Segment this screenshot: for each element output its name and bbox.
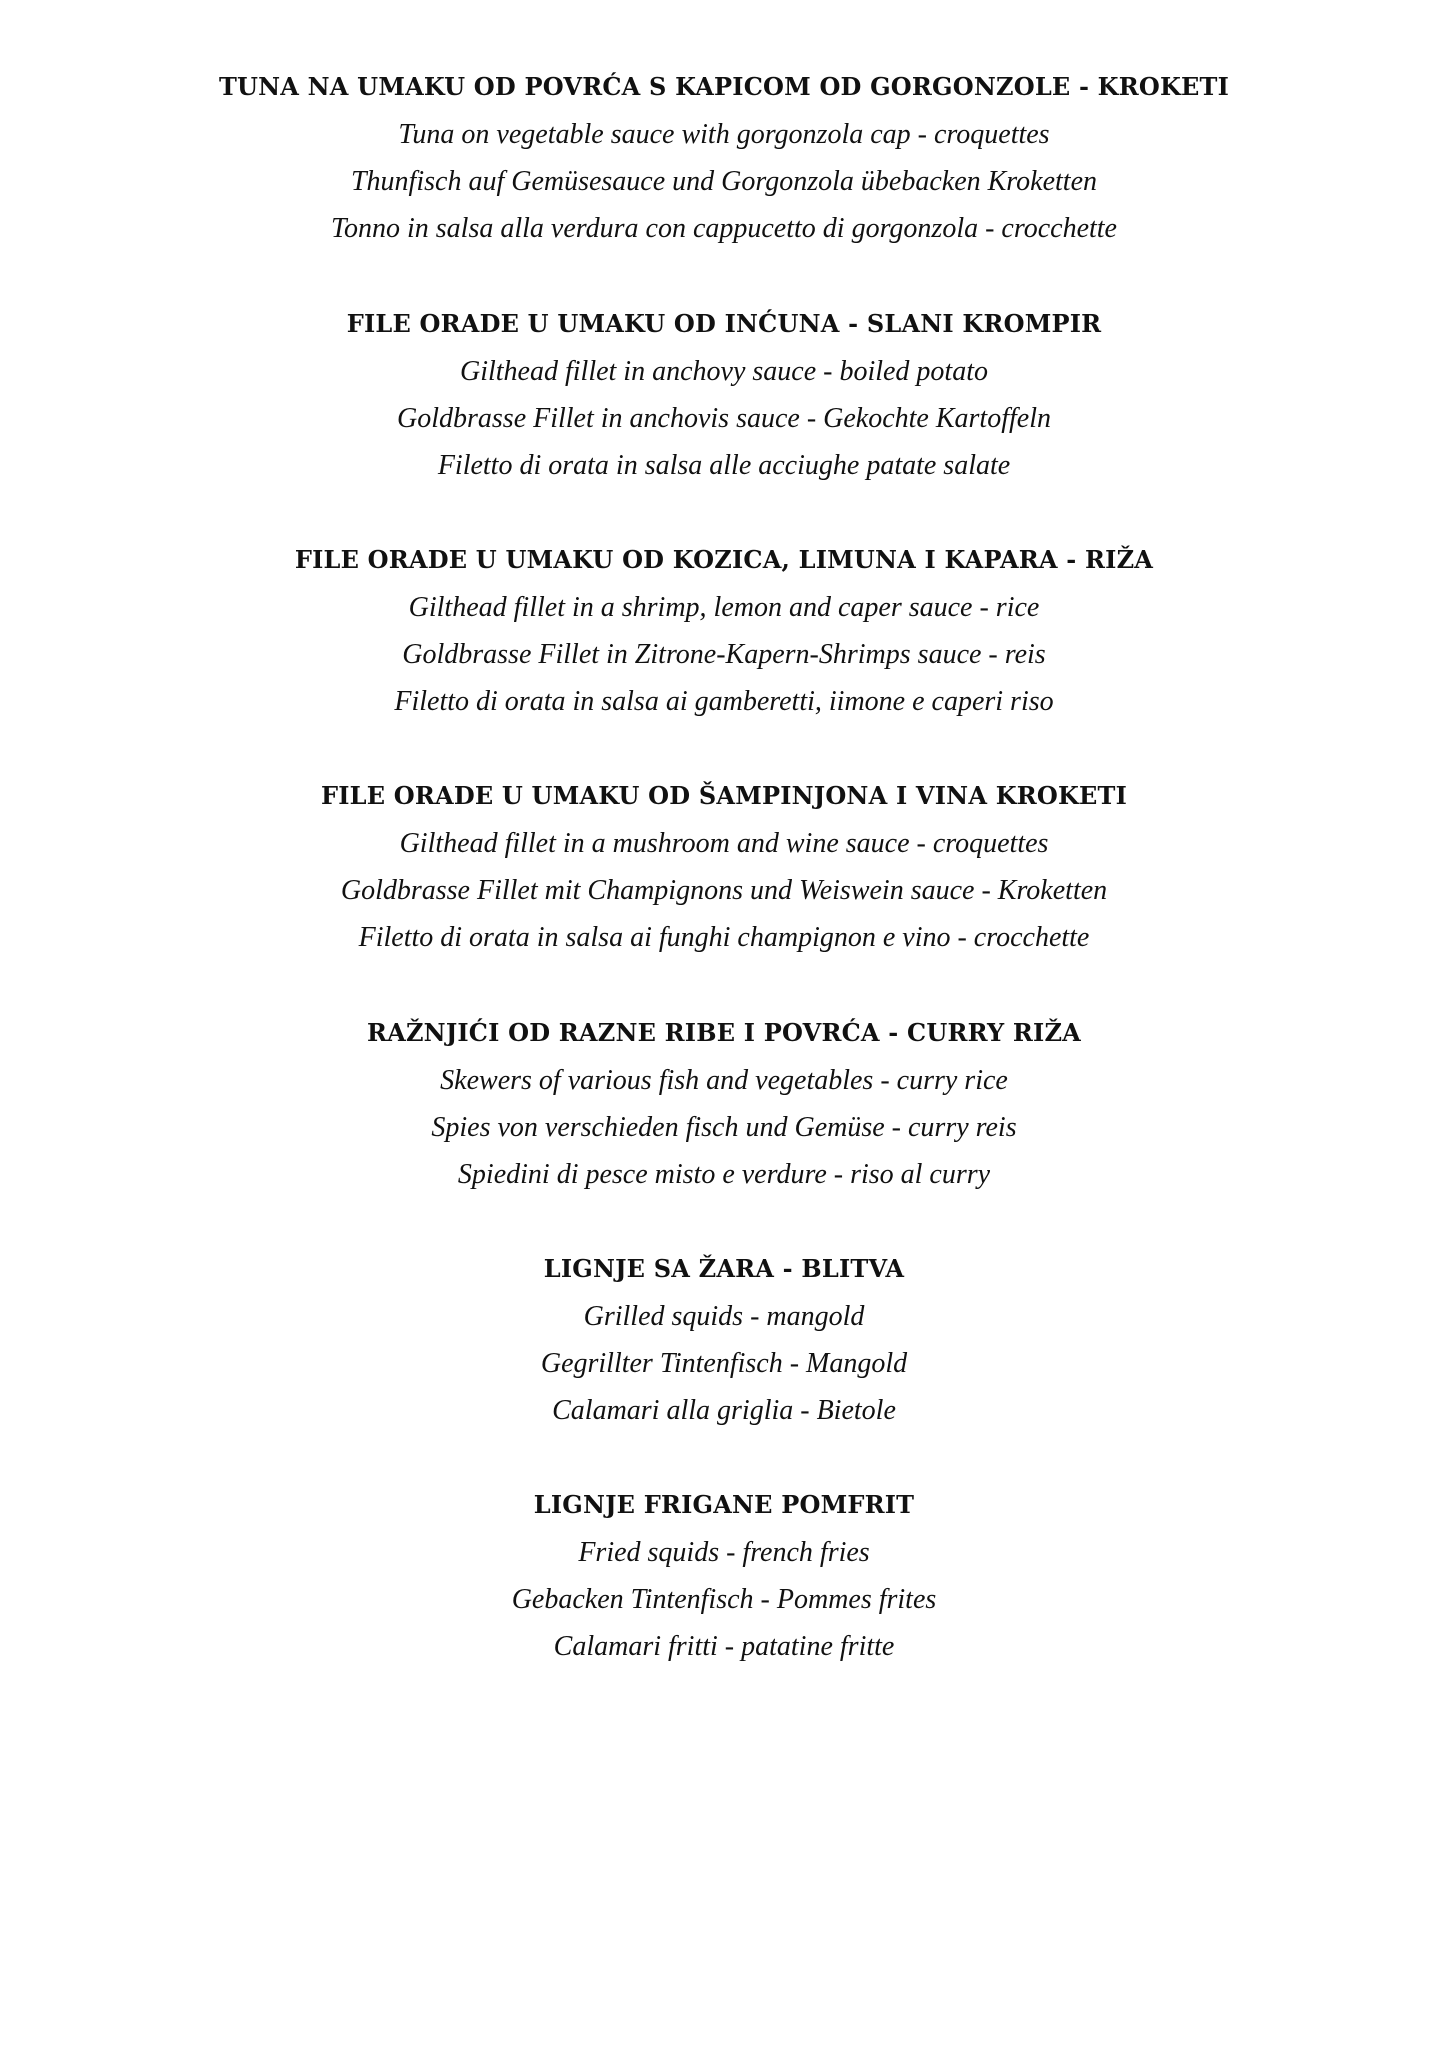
menu-item: [0, 63, 1448, 252]
dish-title: FILE ORADE U UMAKU OD ŠAMPINJONA I VINA KROKETI: [320, 781, 1128, 810]
menu-item: [0, 772, 1448, 961]
dish-title: FILE ORADE U UMAKU OD KOZICA, LIMUNA I KAPARA - RIŽA: [294, 545, 1154, 574]
dish-translation-german: Spies von verschieden fisch und Gemüse - curry reis: [431, 1112, 1017, 1143]
dish-title: LIGNJE SA ŽARA - BLITVA: [543, 1254, 905, 1283]
dish-translation-german: Thunfisch auf Gemüsesauce und Gorgonzola übebacken Kroketten: [350, 166, 1098, 197]
dish-translation-english: Tuna on vegetable sauce with gorgonzola cap - croquettes: [398, 119, 1050, 150]
dish-translation-english: Grilled squids - mangold: [583, 1301, 865, 1332]
menu-item: [0, 1245, 1448, 1434]
dish-translation-english: Skewers of various fish and vegetables - curry rice: [440, 1065, 1008, 1096]
dish-title: RAŽNJIĆI OD RAZNE RIBE I POVRĆA - CURRY RIŽA: [367, 1018, 1081, 1047]
dish-translation-english: Gilthead fillet in a mushroom and wine sauce - croquettes: [399, 828, 1049, 859]
dish-translation-english: Gilthead fillet in anchovy sauce - boiled potato: [460, 356, 988, 387]
menu-item: [0, 1481, 1448, 1670]
dish-translation-english: Gilthead fillet in a shrimp, lemon and caper sauce - rice: [408, 592, 1040, 623]
dish-translation-english: Fried squids - french fries: [578, 1537, 870, 1568]
dish-translation-italian: Calamari fritti - patatine fritte: [553, 1631, 895, 1662]
menu-item: [0, 300, 1448, 489]
dish-title: TUNA NA UMAKU OD POVRĆA S KAPICOM OD GORGONZOLE - KROKETI: [218, 72, 1230, 101]
dish-title: LIGNJE FRIGANE POMFRIT: [533, 1490, 915, 1519]
dish-translation-italian: Spiedini di pesce misto e verdure - riso al curry: [457, 1159, 991, 1190]
dish-translation-italian: Filetto di orata in salsa ai funghi champignon e vino - crocchette: [358, 922, 1090, 953]
dish-translation-italian: Tonno in salsa alla verdura con cappucetto di gorgonzola - crocchette: [331, 213, 1117, 244]
dish-translation-german: Goldbrasse Fillet in Zitrone-Kapern-Shrimps sauce - reis: [402, 639, 1046, 670]
dish-translation-italian: Filetto di orata in salsa ai gamberetti, iimone e caperi riso: [394, 686, 1054, 717]
dish-translation-italian: Calamari alla griglia - Bietole: [552, 1395, 896, 1426]
dish-translation-german: Goldbrasse Fillet mit Champignons und Weiswein sauce - Kroketten: [340, 875, 1108, 906]
menu-item: [0, 536, 1448, 725]
dish-translation-italian: Filetto di orata in salsa alle acciughe patate salate: [437, 450, 1011, 481]
dish-translation-german: Goldbrasse Fillet in anchovis sauce - Gekochte Kartoffeln: [397, 403, 1051, 434]
dish-translation-german: Gebacken Tintenfisch - Pommes frites: [511, 1584, 937, 1615]
dish-title: FILE ORADE U UMAKU OD INĆUNA - SLANI KROMPIR: [346, 309, 1102, 338]
menu-item: [0, 1009, 1448, 1198]
dish-translation-german: Gegrillter Tintenfisch - Mangold: [540, 1348, 908, 1379]
